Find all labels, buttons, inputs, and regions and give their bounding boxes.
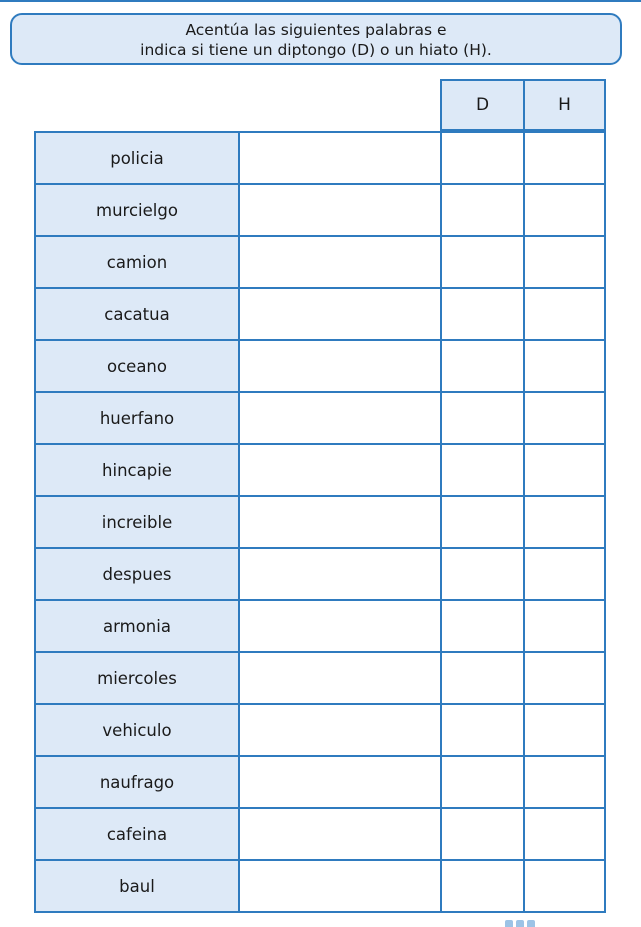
instruction-line-2: indica si tiene un diptongo (D) o un hiato (H). [140,41,492,59]
hiato-cell[interactable] [523,391,606,445]
word-cell: oceano [34,339,240,393]
table-row [34,495,606,547]
table-row [34,339,606,391]
word-cell: armonia [34,599,240,653]
word-cell: increible [34,495,240,549]
table-row [34,183,606,235]
answer-cell[interactable] [238,235,442,289]
answer-cell[interactable] [238,443,442,497]
word-cell: naufrago [34,755,240,809]
footer-logo-block [516,920,524,927]
answer-cell[interactable] [238,495,442,549]
table-row [34,651,606,703]
diptongo-cell[interactable] [440,391,525,445]
answer-cell[interactable] [238,703,442,757]
word-cell: policia [34,131,240,185]
answer-cell[interactable] [238,131,442,185]
word-cell: murcielgo [34,183,240,237]
word-cell: huerfano [34,391,240,445]
word-cell: cafeina [34,807,240,861]
word-cell: hincapie [34,443,240,497]
hiato-cell[interactable] [523,651,606,705]
hiato-cell[interactable] [523,443,606,497]
hiato-cell[interactable] [523,547,606,601]
table-row [34,755,606,807]
hiato-cell[interactable] [523,183,606,237]
answer-cell[interactable] [238,651,442,705]
header-diptongo: D [440,79,525,131]
hiato-cell[interactable] [523,807,606,861]
table-row [34,131,606,183]
hiato-cell[interactable] [523,599,606,653]
hiato-cell[interactable] [523,131,606,185]
header-hiato: H [523,79,606,131]
diptongo-cell[interactable] [440,807,525,861]
answer-cell[interactable] [238,547,442,601]
diptongo-cell[interactable] [440,703,525,757]
answer-cell[interactable] [238,339,442,393]
diptongo-cell[interactable] [440,859,525,913]
answer-cell[interactable] [238,391,442,445]
table-row [34,287,606,339]
diptongo-cell[interactable] [440,547,525,601]
footer-logo [505,917,545,927]
hiato-cell[interactable] [523,339,606,393]
word-cell: despues [34,547,240,601]
table-row [34,703,606,755]
diptongo-cell[interactable] [440,235,525,289]
diptongo-cell[interactable] [440,131,525,185]
hiato-cell[interactable] [523,703,606,757]
diptongo-cell[interactable] [440,443,525,497]
footer-logo-block [527,920,535,927]
hiato-cell[interactable] [523,287,606,341]
diptongo-cell[interactable] [440,755,525,809]
diptongo-cell[interactable] [440,495,525,549]
word-cell: miercoles [34,651,240,705]
diptongo-cell[interactable] [440,651,525,705]
diptongo-cell[interactable] [440,287,525,341]
table-row [34,443,606,495]
answer-cell[interactable] [238,807,442,861]
answer-cell[interactable] [238,599,442,653]
table-row [34,599,606,651]
word-cell: baul [34,859,240,913]
footer-logo-block [505,920,513,927]
table-row [34,547,606,599]
answer-cell[interactable] [238,287,442,341]
diptongo-cell[interactable] [440,339,525,393]
answer-cell[interactable] [238,859,442,913]
hiato-cell[interactable] [523,859,606,913]
answer-cell[interactable] [238,755,442,809]
hiato-cell[interactable] [523,755,606,809]
table-row [34,807,606,859]
hiato-cell[interactable] [523,495,606,549]
word-cell: vehiculo [34,703,240,757]
table-row [34,859,606,911]
diptongo-cell[interactable] [440,599,525,653]
word-cell: camion [34,235,240,289]
table-row [34,235,606,287]
word-cell: cacatua [34,287,240,341]
word-grid [34,131,606,911]
hiato-cell[interactable] [523,235,606,289]
instruction-line-1: Acentúa las siguientes palabras e [185,21,447,39]
diptongo-cell[interactable] [440,183,525,237]
table-row [34,391,606,443]
answer-cell[interactable] [238,183,442,237]
